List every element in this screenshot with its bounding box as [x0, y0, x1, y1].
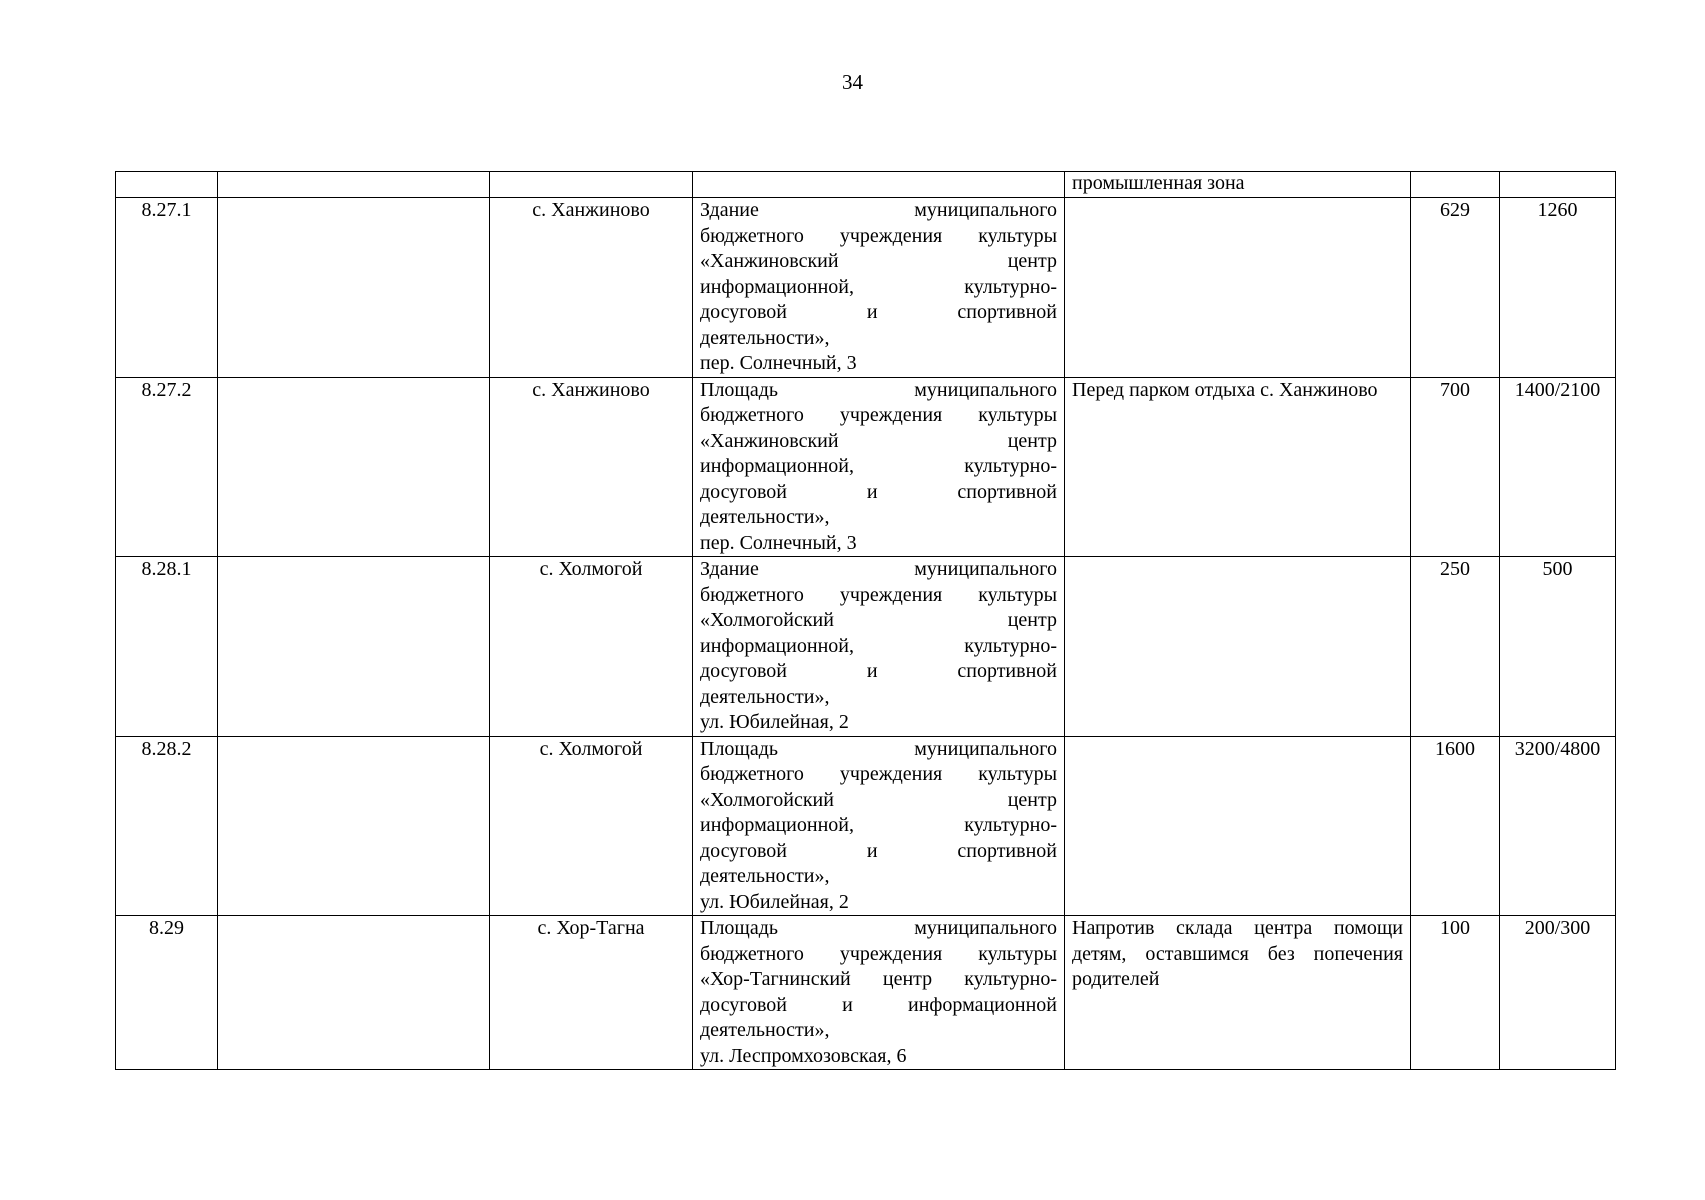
location-cell: промышленная зона [1065, 172, 1411, 198]
capacity-cell: 3200/4800 [1500, 736, 1616, 916]
settlement-cell: с. Холмогой [490, 736, 693, 916]
table-cell [490, 172, 693, 198]
object-line: «Ханжиновский центр [700, 250, 1057, 272]
table-cell [1500, 172, 1616, 198]
object-line: информационной, культурно- [700, 275, 1057, 298]
location-cell: Перед парком отдыха с. Ханжиново [1065, 377, 1411, 557]
area-cell: 629 [1411, 198, 1500, 378]
object-line: бюджетного учреждения культуры [700, 583, 1057, 606]
object-cell [693, 557, 1065, 737]
object-address: ул. Леспромхозовская, 6 [700, 1044, 907, 1067]
object-line: Здание муниципального [700, 558, 1057, 580]
capacity-cell: 1400/2100 [1500, 377, 1616, 557]
object-line: бюджетного учреждения культуры [700, 224, 1057, 247]
object-line: «Ханжиновский центр [700, 429, 1057, 452]
location-cell [1065, 557, 1411, 737]
object-address: ул. Юбилейная, 2 [700, 890, 849, 913]
object-line: деятельности», [700, 865, 830, 887]
settlement-cell: с. Ханжиново [490, 198, 693, 378]
object-address: ул. Юбилейная, 2 [700, 711, 849, 733]
object-line: деятельности», [700, 506, 830, 528]
table-row [116, 557, 1616, 737]
table-row [116, 377, 1616, 557]
object-line: деятельности», [700, 1019, 830, 1041]
row-number-cell: 8.28.1 [116, 557, 218, 737]
object-line: бюджетного учреждения культуры [700, 404, 1057, 426]
row-number-cell: 8.29 [116, 916, 218, 1070]
objects-table [115, 171, 1616, 1070]
object-cell [693, 916, 1065, 1070]
row-number-cell: 8.28.2 [116, 736, 218, 916]
empty-cell [218, 198, 490, 378]
table-cell [1411, 172, 1500, 198]
table-row [116, 172, 1616, 198]
capacity-cell: 500 [1500, 557, 1616, 737]
object-line: Площадь муниципального [700, 917, 1057, 939]
settlement-cell: с. Хор-Тагна [490, 916, 693, 1070]
object-line: «Холмогойский центр [700, 788, 1057, 811]
table-row [116, 736, 1616, 916]
table-row [116, 916, 1616, 1070]
object-line: бюджетного учреждения культуры [700, 763, 1057, 785]
object-line: деятельности», [700, 685, 830, 708]
object-line: «Холмогойский центр [700, 609, 1057, 631]
object-line: информационной, культурно- [700, 814, 1057, 836]
object-line: досуговой и спортивной [700, 480, 1057, 503]
row-number-cell: 8.27.1 [116, 198, 218, 378]
area-cell: 250 [1411, 557, 1500, 737]
location-cell [1065, 198, 1411, 378]
empty-cell [218, 557, 490, 737]
settlement-cell: с. Холмогой [490, 557, 693, 737]
empty-cell [218, 736, 490, 916]
object-address: пер. Солнечный, 3 [700, 531, 857, 554]
table-cell [693, 172, 1065, 198]
object-cell [693, 377, 1065, 557]
object-line: досуговой и информационной [700, 993, 1057, 1016]
location-cell: Напротив склада центра помощи детям, оставшимся без попечения родителей [1065, 916, 1411, 1070]
settlement-cell: с. Ханжиново [490, 377, 693, 557]
object-line: деятельности», [700, 326, 830, 349]
object-line: «Хор-Тагнинский центр культурно- [700, 968, 1057, 990]
capacity-cell: 1260 [1500, 198, 1616, 378]
object-line: Площадь муниципального [700, 737, 1057, 760]
area-cell: 100 [1411, 916, 1500, 1070]
object-line: досуговой и спортивной [700, 301, 1057, 323]
location-cell [1065, 736, 1411, 916]
empty-cell [218, 916, 490, 1070]
empty-cell [218, 377, 490, 557]
capacity-cell: 200/300 [1500, 916, 1616, 1070]
area-cell: 1600 [1411, 736, 1500, 916]
page-number: 34 [842, 70, 863, 94]
object-line: Здание муниципального [700, 199, 1057, 221]
object-line: досуговой и спортивной [700, 839, 1057, 862]
object-line: бюджетного учреждения культуры [700, 942, 1057, 965]
area-cell: 700 [1411, 377, 1500, 557]
object-cell [693, 736, 1065, 916]
object-line: информационной, культурно- [700, 455, 1057, 477]
object-cell [693, 198, 1065, 378]
table-row [116, 198, 1616, 378]
row-number-cell: 8.27.2 [116, 377, 218, 557]
object-line: информационной, культурно- [700, 634, 1057, 657]
object-address: пер. Солнечный, 3 [700, 352, 857, 374]
object-line: Площадь муниципального [700, 378, 1057, 401]
table-cell [218, 172, 490, 198]
table-cell [116, 172, 218, 198]
object-line: досуговой и спортивной [700, 660, 1057, 682]
